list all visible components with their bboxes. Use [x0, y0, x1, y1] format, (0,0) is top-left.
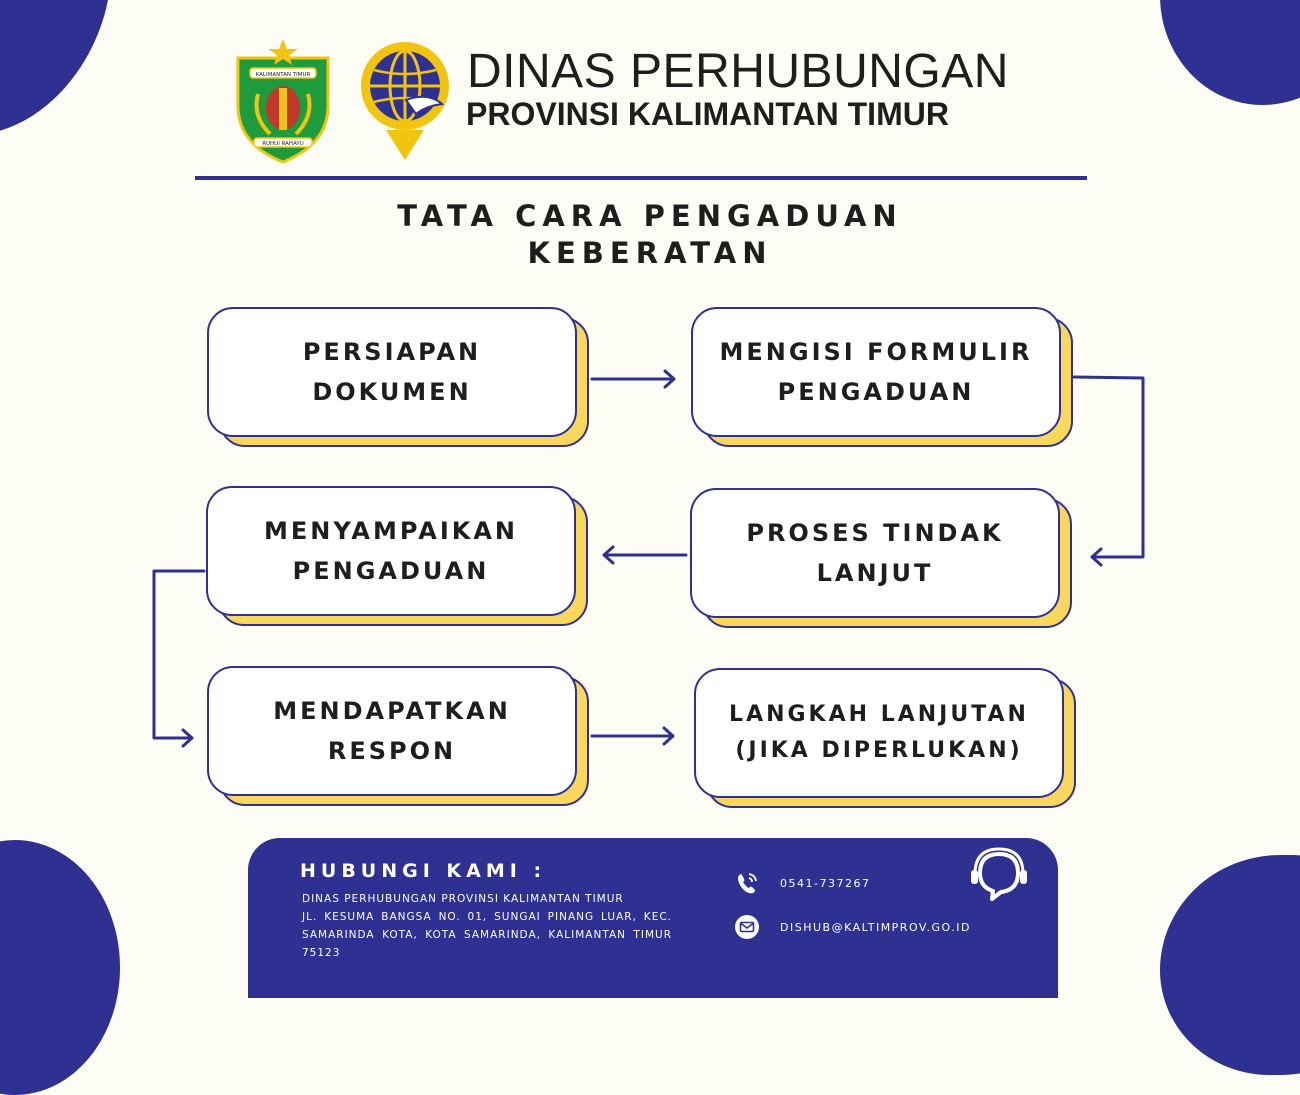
step-label: LANGKAH LANJUTAN (JIKA DIPERLUKAN)	[729, 702, 1029, 763]
contact-email[interactable]: DISHUB@KALTIMPROV.GO.ID	[780, 920, 971, 934]
arrow-step2-to-step4	[1074, 377, 1143, 565]
contact-title: HUBUNGI KAMI :	[300, 860, 547, 882]
org-name: DINAS PERHUBUNGAN	[467, 45, 1009, 98]
step-persiapan-dokumen	[207, 307, 577, 437]
contact-address	[302, 890, 672, 962]
arrow-step1-to-step2	[592, 371, 674, 387]
address-line-org: DINAS PERHUBUNGAN PROVINSI KALIMANTAN TIMUR	[302, 893, 624, 905]
phone-icon	[734, 870, 760, 896]
step-mendapatkan-respon	[207, 666, 577, 796]
step-label: MENDAPATKAN RESPON	[273, 697, 511, 765]
page-title-line1: TATA CARA PENGADUAN	[397, 199, 903, 233]
emblem-region-text: KALIMANTAN TIMUR	[255, 72, 311, 78]
emblem-motto-text: RUHUI RAHAYU	[262, 141, 304, 147]
step-label: MENYAMPAIKAN PENGADUAN	[263, 517, 519, 585]
contact-panel	[248, 838, 1058, 998]
step-menyampaikan-pengaduan	[206, 486, 576, 616]
address-line-street: JL. KESUMA BANGSA NO. 01, SUNGAI PINANG LUAR, KEC. SAMARINDA KOTA, KOTA SAMARINDA, KALIMANTAN TIMUR 75123	[302, 911, 672, 959]
step-proses-tindak-lanjut	[690, 488, 1060, 618]
headset-chat-icon	[968, 846, 1030, 908]
contact-phone[interactable]: 0541-737267	[780, 876, 871, 890]
step-label: PERSIAPAN DOKUMEN	[302, 338, 482, 406]
contact-phone-row[interactable]	[734, 870, 870, 896]
step-label: PROSES TINDAK LANJUT	[746, 519, 1004, 587]
contact-email-row[interactable]	[734, 914, 971, 940]
step-mengisi-formulir	[691, 307, 1061, 437]
arrow-step4-to-step3	[604, 547, 686, 563]
step-langkah-lanjutan	[694, 668, 1064, 798]
org-subtitle: PROVINSI KALIMANTAN TIMUR	[466, 96, 949, 132]
page-title-line2: KEBERATAN	[527, 236, 773, 270]
arrow-step5-to-step6	[592, 728, 673, 744]
email-icon	[734, 914, 760, 940]
step-label: MENGISI FORMULIR PENGADUAN	[719, 338, 1033, 406]
arrow-step3-to-step5	[154, 571, 204, 746]
